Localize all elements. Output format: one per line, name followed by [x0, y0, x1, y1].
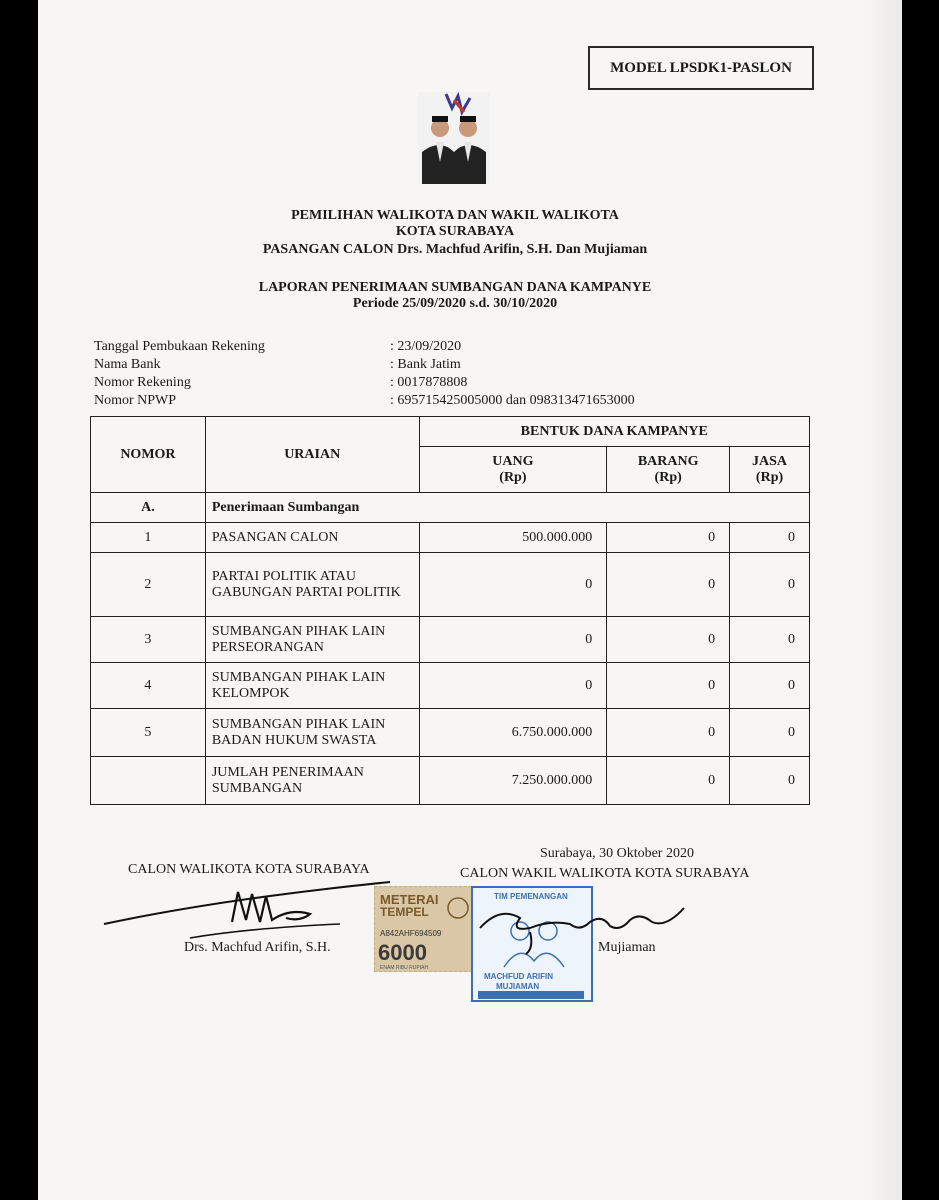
row-number: 1 [91, 523, 206, 553]
header-unit: (Rp) [499, 469, 527, 485]
model-code-box: MODEL LPSDK1-PASLON [588, 46, 814, 90]
svg-text:ENAM RIBU RUPIAH: ENAM RIBU RUPIAH [380, 965, 429, 971]
row-number: 3 [91, 617, 206, 663]
account-label: Nama Bank [94, 357, 161, 372]
svg-text:A842AHF694509: A842AHF694509 [380, 929, 442, 938]
right-signer-title: CALON WAKIL WALIKOTA KOTA SURABAYA [460, 866, 750, 881]
row-barang: 0 [607, 523, 730, 553]
row-number: 4 [91, 663, 206, 709]
row-uang: 0 [419, 663, 607, 709]
table-row [91, 663, 810, 709]
right-signer-name: Mujiaman [598, 940, 656, 955]
row-jasa: 0 [730, 709, 810, 757]
row-jasa: 0 [730, 663, 810, 709]
row-jasa: 0 [730, 523, 810, 553]
row-description: SUMBANGAN PIHAK LAIN KELOMPOK [205, 663, 419, 709]
account-label: Nomor Rekening [94, 375, 191, 390]
table-row [91, 523, 810, 553]
account-label: Nomor NPWP [94, 393, 177, 408]
city-title: KOTA SURABAYA [395, 224, 515, 239]
svg-text:MACHFUD ARIFIN: MACHFUD ARIFIN [484, 972, 554, 981]
svg-text:TEMPEL: TEMPEL [380, 905, 429, 919]
right-signature [470, 898, 690, 958]
left-signer-name: Drs. Machfud Arifin, S.H. [184, 940, 331, 955]
header-barang-label: BARANG [637, 453, 699, 469]
row-barang: 0 [607, 709, 730, 757]
row-uang: 0 [419, 553, 607, 617]
row-description: PARTAI POLITIK ATAU GABUNGAN PARTAI POLITIK [205, 553, 419, 617]
table-row [91, 709, 810, 757]
account-row [94, 392, 635, 410]
header-unit: (Rp) [755, 469, 784, 485]
account-value: : 23/09/2020 [390, 339, 462, 354]
account-row [94, 356, 635, 374]
svg-text:6000: 6000 [378, 940, 427, 965]
row-number [91, 757, 206, 805]
svg-text:MUJIAMAN: MUJIAMAN [496, 982, 540, 991]
header-uang [419, 447, 607, 493]
svg-text:TIM PEMENANGAN: TIM PEMENANGAN [494, 892, 568, 901]
account-row [94, 374, 635, 392]
row-barang: 0 [607, 757, 730, 805]
candidates-photo [418, 92, 490, 184]
election-title: PEMILIHAN WALIKOTA DAN WAKIL WALIKOTA [291, 208, 619, 223]
header-jasa-label: JASA [752, 453, 788, 469]
account-row [94, 338, 635, 356]
row-barang: 0 [607, 617, 730, 663]
header-unit: (Rp) [654, 469, 682, 485]
account-info [94, 338, 635, 410]
account-value: : 695715425005000 dan 098313471653000 [390, 393, 635, 408]
row-number: 2 [91, 553, 206, 617]
table-row [91, 553, 810, 617]
account-value: : Bank Jatim [390, 357, 461, 372]
row-jasa: 0 [730, 553, 810, 617]
section-title: Penerimaan Sumbangan [205, 493, 809, 523]
section-number: A. [91, 493, 206, 523]
row-number: 5 [91, 709, 206, 757]
section-row [91, 493, 810, 523]
row-uang: 6.750.000.000 [419, 709, 607, 757]
row-barang: 0 [607, 553, 730, 617]
signature-date: Surabaya, 30 Oktober 2020 [540, 846, 694, 861]
report-period: Periode 25/09/2020 s.d. 30/10/2020 [352, 296, 558, 311]
report-title: LAPORAN PENERIMAAN SUMBANGAN DANA KAMPANYE [258, 280, 652, 295]
row-jasa: 0 [730, 757, 810, 805]
row-jasa: 0 [730, 617, 810, 663]
account-value: : 0017878808 [390, 375, 468, 390]
row-description: SUMBANGAN PIHAK LAIN PERSEORANGAN [205, 617, 419, 663]
row-barang: 0 [607, 663, 730, 709]
header-uang-label: UANG [492, 453, 534, 469]
row-description: JUMLAH PENERIMAAN SUMBANGAN [205, 757, 419, 805]
header-uraian: URAIAN [205, 417, 419, 493]
row-uang: 500.000.000 [419, 523, 607, 553]
header-jasa [730, 447, 810, 493]
candidate-pair-title: PASANGAN CALON Drs. Machfud Arifin, S.H. Dan Mujiaman [262, 242, 648, 257]
row-description: SUMBANGAN PIHAK LAIN BADAN HUKUM SWASTA [205, 709, 419, 757]
row-description: PASANGAN CALON [205, 523, 419, 553]
table-row-total [91, 757, 810, 805]
svg-text:METERAI: METERAI [380, 892, 439, 907]
header-nomor: NOMOR [91, 417, 206, 493]
account-label: Tanggal Pembukaan Rekening [94, 339, 265, 354]
table-row [91, 617, 810, 663]
header-barang [607, 447, 730, 493]
row-uang: 0 [419, 617, 607, 663]
contribution-table [90, 416, 810, 805]
left-signer-title: CALON WALIKOTA KOTA SURABAYA [128, 862, 370, 877]
header-bentuk-dana: BENTUK DANA KAMPANYE [419, 417, 809, 447]
row-uang: 7.250.000.000 [419, 757, 607, 805]
